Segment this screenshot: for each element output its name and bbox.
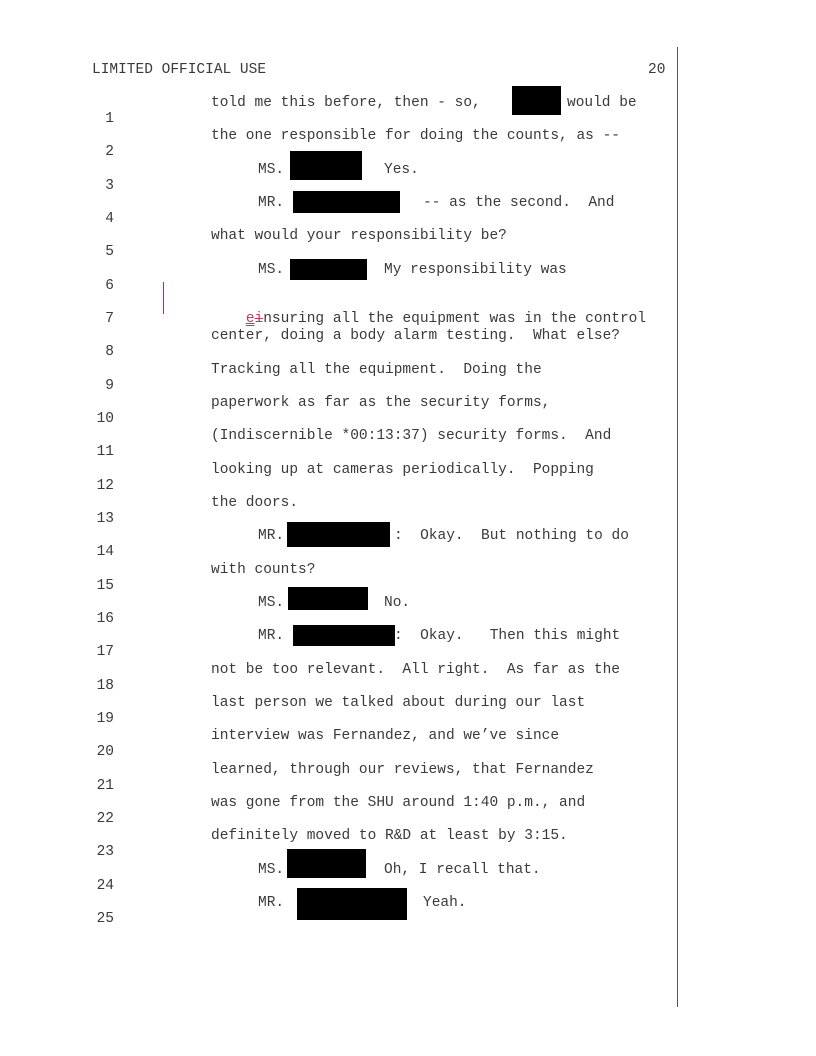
speaker-label: MS. [258, 595, 285, 611]
line-number: 19 [96, 711, 114, 727]
line-number: 14 [96, 544, 114, 560]
inserted-text: e [245, 311, 255, 327]
speaker-label: MR. [258, 195, 285, 211]
transcript-line-8 [0, 328, 680, 360]
transcript-line-4 [0, 195, 680, 227]
transcript-line-2 [0, 128, 680, 160]
line-text: was gone from the SHU around 1:40 p.m., and [211, 795, 586, 811]
header-classification: LIMITED OFFICIAL USE [92, 62, 267, 78]
line-number: 6 [105, 278, 114, 294]
line-text: told me this before, then - so, [211, 95, 481, 111]
line-number: 12 [96, 478, 114, 494]
line-number: 5 [105, 244, 114, 260]
redaction-box [293, 625, 395, 646]
transcript-line-10 [0, 395, 680, 427]
line-number: 1 [105, 111, 114, 127]
line-number: 4 [105, 211, 114, 227]
line-number: 3 [105, 178, 114, 194]
transcript-line-22 [0, 795, 680, 827]
redaction-box [288, 587, 368, 610]
transcript-line-12 [0, 462, 680, 494]
speaker-label: MR. [258, 895, 285, 911]
transcript-line-11 [0, 428, 680, 460]
transcript-line-23 [0, 828, 680, 860]
line-text: interview was Fernandez, and we’ve since [211, 728, 560, 744]
transcript-line-18 [0, 662, 680, 694]
line-number: 17 [96, 644, 114, 660]
line-number: 7 [105, 311, 114, 327]
line-text: not be too relevant. All right. As far as the [211, 662, 620, 678]
page-number: 20 [648, 62, 666, 78]
line-text: (Indiscernible *00:13:37) security forms. And [211, 428, 612, 444]
line-text-cont: My responsibility was [384, 262, 567, 278]
redaction-box [297, 888, 407, 920]
line-text: Tracking all the equipment. Doing the [211, 362, 542, 378]
line-number: 20 [96, 744, 114, 760]
transcript-line-13 [0, 495, 680, 527]
line-number: 21 [96, 778, 114, 794]
line-number: 2 [105, 144, 114, 160]
transcript-line-21 [0, 762, 680, 794]
transcript-line-14 [0, 528, 680, 560]
line-number: 16 [96, 611, 114, 627]
speaker-label: MS. [258, 862, 285, 878]
line-text-cont: : Okay. Then this might [394, 628, 621, 644]
transcript-line-6 [0, 262, 680, 294]
line-text: last person we talked about during our last [211, 695, 586, 711]
line-text: definitely moved to R&D at least by 3:15. [211, 828, 568, 844]
redaction-box [290, 259, 367, 280]
line-text: center, doing a body alarm testing. What else? [211, 328, 620, 344]
redaction-box [287, 522, 390, 547]
line-text-cont: -- as the second. And [423, 195, 615, 211]
line-number: 18 [96, 678, 114, 694]
transcript-line-20 [0, 728, 680, 760]
line-number: 10 [96, 411, 114, 427]
line-text-cont: Yeah. [423, 895, 467, 911]
line-number: 22 [96, 811, 114, 827]
line-text: looking up at cameras periodically. Popping [211, 462, 594, 478]
line-number: 11 [96, 444, 114, 460]
line-text-cont: Yes. [384, 162, 419, 178]
transcript-line-7 [0, 295, 680, 327]
line-number: 23 [96, 844, 114, 860]
speaker-label: MS. [258, 262, 285, 278]
redaction-box [293, 191, 400, 213]
line-number: 8 [105, 344, 114, 360]
line-number: 24 [96, 878, 114, 894]
transcript-line-24 [0, 862, 680, 894]
transcript-line-15 [0, 562, 680, 594]
line-text: with counts? [211, 562, 316, 578]
speaker-label: MR. [258, 628, 285, 644]
line-text: the one responsible for doing the counts, as -- [211, 128, 620, 144]
line-text: what would your responsibility be? [211, 228, 507, 244]
transcript-line-9 [0, 362, 680, 394]
speaker-label: MR. [258, 528, 285, 544]
transcript-line-25 [0, 895, 680, 927]
transcript-line-19 [0, 695, 680, 727]
line-text: paperwork as far as the security forms, [211, 395, 551, 411]
redaction-box [512, 86, 561, 115]
line-text: the doors. [211, 495, 299, 511]
transcript-line-3 [0, 162, 680, 194]
line-text-cont: : Okay. But nothing to do [394, 528, 629, 544]
line-text: learned, through our reviews, that Fernandez [211, 762, 594, 778]
transcript-line-1 [0, 95, 680, 127]
line-number: 15 [96, 578, 114, 594]
transcript-line-16 [0, 595, 680, 627]
redaction-box [287, 849, 366, 878]
line-text-cont: would be [567, 95, 637, 111]
transcript-line-5 [0, 228, 680, 260]
redaction-box [290, 151, 362, 180]
line-text-cont: Oh, I recall that. [384, 862, 541, 878]
line-text: nsuring all the equipment was in the control [263, 311, 647, 327]
deleted-text: i [254, 311, 264, 327]
line-number: 25 [96, 911, 114, 927]
line-number: 13 [96, 511, 114, 527]
line-number: 9 [105, 378, 114, 394]
transcript-line-17 [0, 628, 680, 660]
speaker-label: MS. [258, 162, 285, 178]
line-text-cont: No. [384, 595, 411, 611]
